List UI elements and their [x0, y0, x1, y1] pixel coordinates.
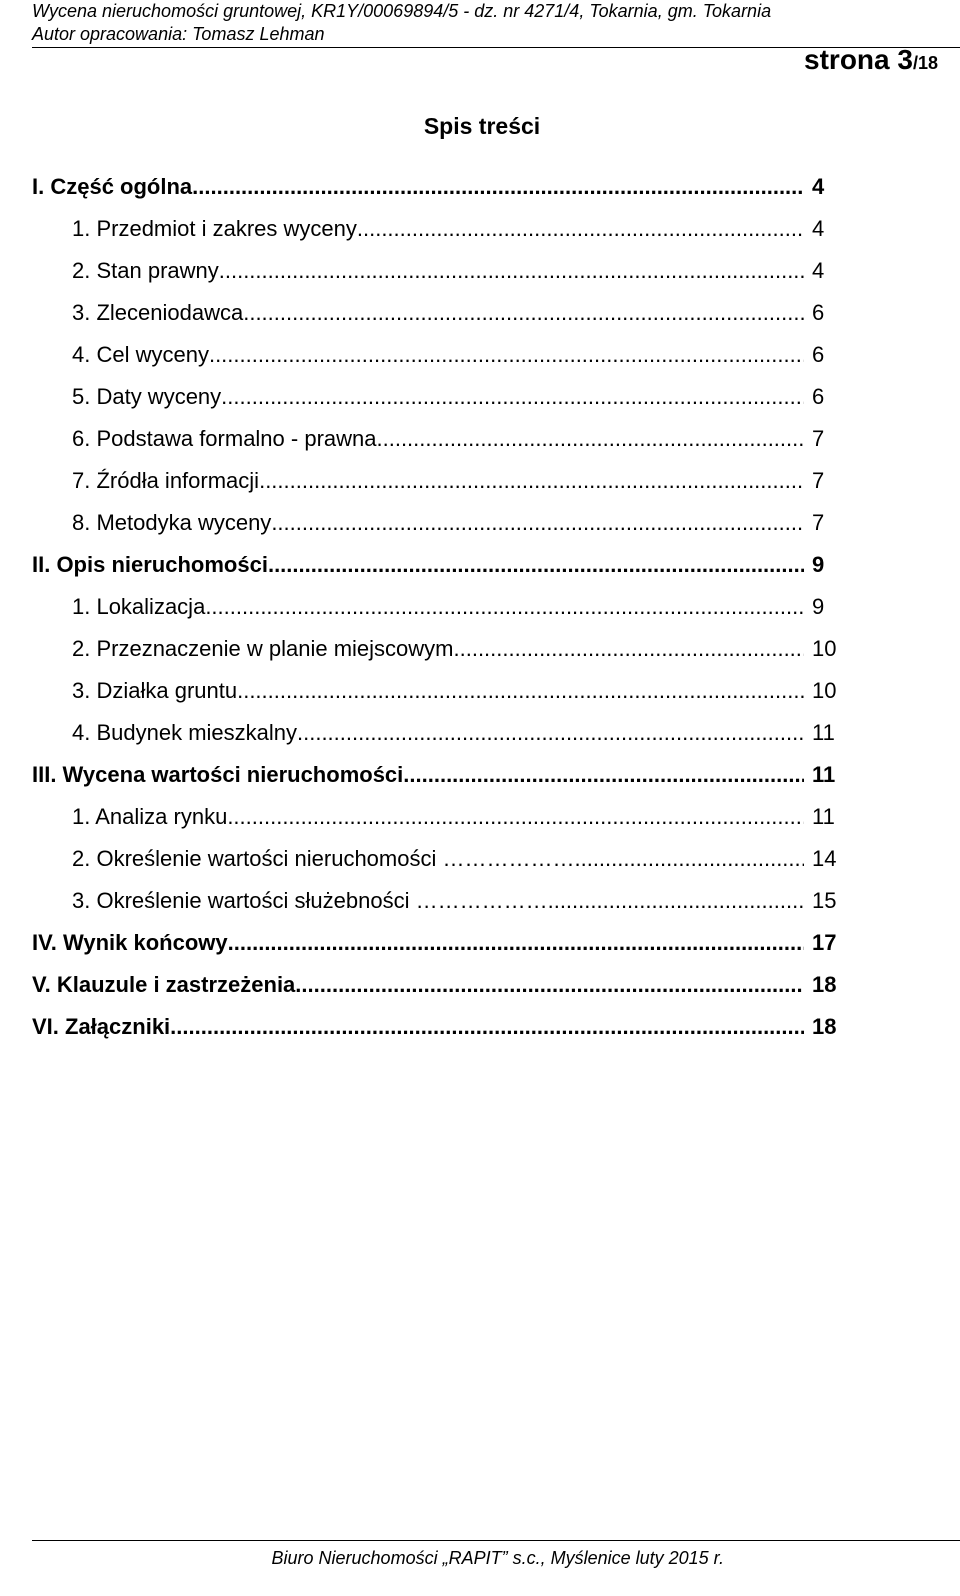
- toc-entry[interactable]: [32, 208, 850, 250]
- toc-entry[interactable]: [32, 586, 850, 628]
- toc-entry-label: 1. Analiza rynku: [72, 804, 228, 829]
- toc-leader-dots: [574, 846, 804, 872]
- toc-entry-label: 4. Cel wyceny: [72, 342, 209, 367]
- toc-entry-page: 11: [812, 762, 836, 787]
- toc-entry-label: 3. Określenie wartości służebności ………………: [72, 888, 548, 913]
- toc-entry-page: 6: [812, 384, 825, 409]
- toc-entry[interactable]: [32, 1006, 850, 1048]
- toc-leader-dots: [170, 1014, 804, 1040]
- toc-leader-dots: [259, 468, 804, 494]
- toc-entry[interactable]: [32, 670, 850, 712]
- toc-entry[interactable]: [32, 754, 850, 796]
- toc-entry-page: 15: [812, 888, 837, 913]
- table-of-contents: [32, 166, 850, 1048]
- toc-entry-label: 5. Daty wyceny: [72, 384, 222, 409]
- page-number-label: strona 3: [804, 44, 913, 75]
- toc-entry-label: V. Klauzule i zastrzeżenia: [32, 972, 296, 997]
- toc-entry-page: 7: [812, 510, 825, 535]
- toc-leader-dots: [271, 510, 804, 536]
- toc-entry-page: 6: [812, 300, 825, 325]
- toc-entry-label: 8. Metodyka wyceny: [72, 510, 272, 535]
- toc-entry-label: 2. Przeznaczenie w planie miejscowym: [72, 636, 454, 661]
- toc-entry[interactable]: [32, 250, 850, 292]
- toc-leader-dots: [192, 174, 804, 200]
- toc-leader-dots: [221, 384, 804, 410]
- toc-entry-label: 1. Przedmiot i zakres wyceny: [72, 216, 357, 241]
- toc-leader-dots: [297, 720, 804, 746]
- toc-entry-label: 2. Określenie wartości nieruchomości ………………: [72, 846, 575, 871]
- toc-entry-label: 1. Lokalizacja: [72, 594, 206, 619]
- toc-entry-page: 11: [812, 720, 835, 745]
- header-author: Autor opracowania: Tomasz Lehman: [32, 24, 325, 44]
- toc-entry-page: 7: [812, 426, 825, 451]
- toc-entry[interactable]: [32, 376, 850, 418]
- toc-entry-label: III. Wycena wartości nieruchomości: [32, 762, 404, 787]
- toc-entry-label: 3. Działka gruntu: [72, 678, 238, 703]
- toc-entry[interactable]: [32, 166, 850, 208]
- toc-entry[interactable]: [32, 838, 850, 880]
- toc-entry-label: VI. Załączniki: [32, 1014, 171, 1039]
- toc-entry-page: 4: [812, 216, 825, 241]
- toc-leader-dots: [205, 594, 804, 620]
- toc-leader-dots: [454, 636, 805, 662]
- toc-entry-label: 3. Zleceniodawca: [72, 300, 244, 325]
- toc-leader-dots: [228, 930, 804, 956]
- toc-entry-label: 7. Źródła informacji: [72, 468, 260, 493]
- toc-leader-dots: [377, 426, 805, 452]
- toc-entry[interactable]: [32, 922, 850, 964]
- footer-text: Biuro Nieruchomości „RAPIT” s.c., Myślenice luty 2015 r.: [271, 1548, 724, 1568]
- header-title: Wycena nieruchomości gruntowej, KR1Y/00069894/5 - dz. nr 4271/4, Tokarnia, gm. Tokarnia: [32, 1, 772, 21]
- toc-entry-page: 17: [812, 930, 837, 955]
- toc-entry-page: 10: [812, 636, 837, 661]
- toc-leader-dots: [268, 552, 804, 578]
- toc-entry[interactable]: [32, 964, 850, 1006]
- toc-leader-dots: [403, 762, 804, 788]
- toc-entry[interactable]: [32, 334, 850, 376]
- toc-leader-dots: [209, 342, 804, 368]
- toc-entry-label: IV. Wynik końcowy: [32, 930, 228, 955]
- toc-entry-page: 9: [812, 552, 825, 577]
- toc-entry-label: 4. Budynek mieszkalny: [72, 720, 297, 745]
- toc-leader-dots: [243, 300, 804, 326]
- toc-entry-page: 11: [812, 804, 835, 829]
- toc-leader-dots: [237, 678, 804, 704]
- document-header: [32, 0, 960, 46]
- toc-leader-dots: [357, 216, 804, 242]
- toc-leader-dots: [227, 804, 804, 830]
- toc-entry[interactable]: [32, 628, 850, 670]
- toc-entry-page: 14: [812, 846, 837, 871]
- toc-entry-label: 6. Podstawa formalno - prawna: [72, 426, 377, 451]
- page-number: [804, 44, 938, 76]
- toc-entry[interactable]: [32, 502, 850, 544]
- toc-entry[interactable]: [32, 712, 850, 754]
- toc-entry-page: 10: [812, 678, 837, 703]
- toc-entry-label: II. Opis nieruchomości: [32, 552, 268, 577]
- footer-divider: [32, 1540, 960, 1541]
- toc-entry[interactable]: [32, 418, 850, 460]
- toc-entry[interactable]: [32, 880, 850, 922]
- toc-leader-dots: [295, 972, 804, 998]
- toc-entry[interactable]: [32, 544, 850, 586]
- toc-leader-dots: [548, 888, 804, 914]
- toc-entry-page: 4: [812, 174, 825, 199]
- toc-entry[interactable]: [32, 460, 850, 502]
- page-total: /18: [912, 53, 938, 73]
- toc-entry[interactable]: [32, 292, 850, 334]
- toc-entry[interactable]: [32, 796, 850, 838]
- toc-entry-page: 18: [812, 972, 837, 997]
- toc-entry-page: 4: [812, 258, 825, 283]
- toc-entry-label: I. Część ogólna: [32, 174, 193, 199]
- toc-entry-page: 9: [812, 594, 825, 619]
- toc-entry-label: 2. Stan prawny: [72, 258, 219, 283]
- toc-entry-page: 7: [812, 468, 825, 493]
- toc-entry-page: 18: [812, 1014, 837, 1039]
- toc-leader-dots: [219, 258, 804, 284]
- toc-title: Spis treści: [423, 113, 541, 139]
- toc-entry-page: 6: [812, 342, 825, 367]
